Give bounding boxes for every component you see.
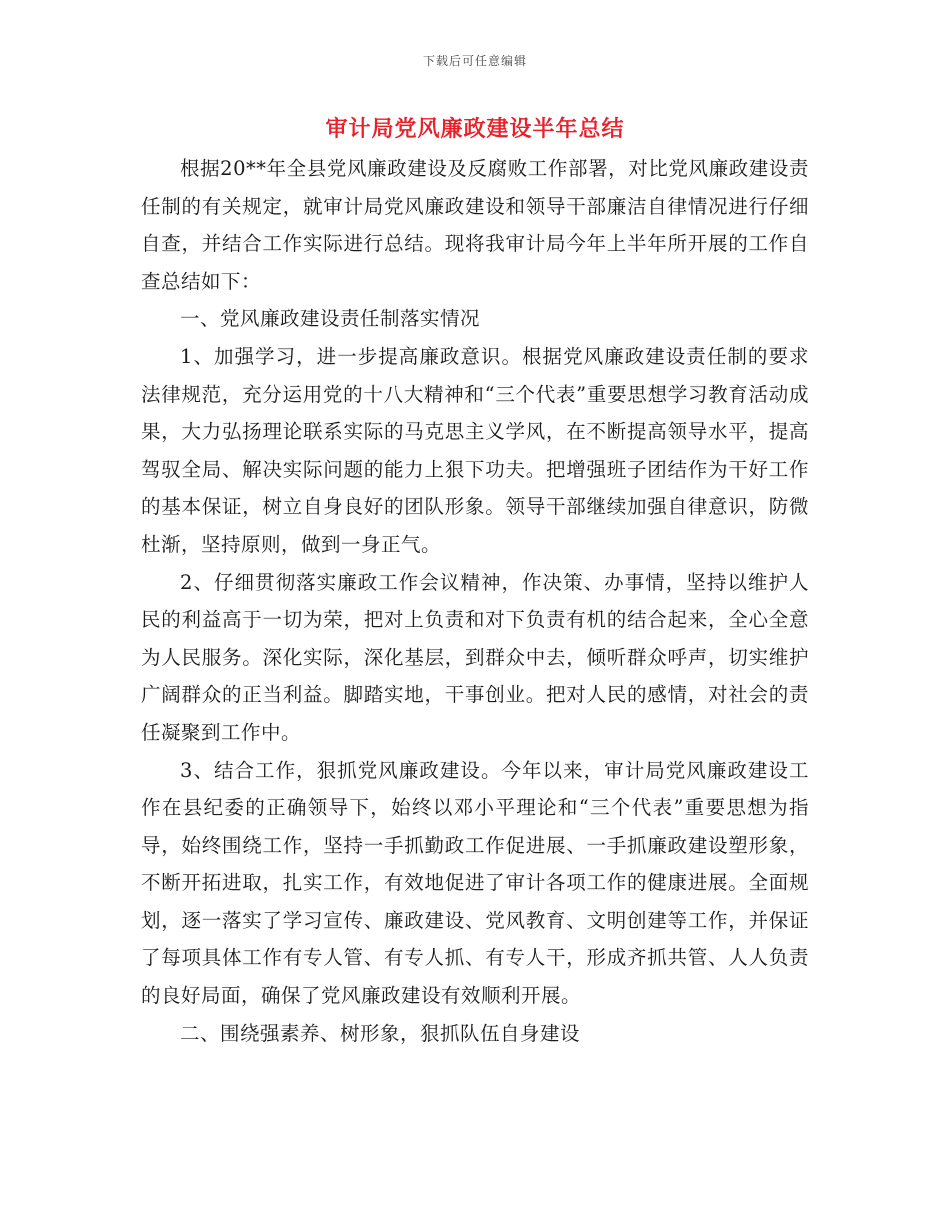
paragraph-intro: 根据20**年全县党风廉政建设及反腐败工作部署，对比党风廉政建设责任制的有关规定，就审计局党风廉政建设和领导干部廉洁自律情况进行仔细自查，并结合工作实际进行总结。现将我审计局今年上半年所开展的工作自查总结如下： <box>141 157 809 293</box>
document-title: 审计局党风廉政建设半年总结 <box>325 116 625 142</box>
document-body <box>141 150 809 1052</box>
paragraph-item-3: 3、结合工作，狠抓党风廉政建设。今年以来，审计局党风廉政建设工作在县纪委的正确领导下，始终以邓小平理论和“三个代表”重要思想为指导，始终围绕工作，坚持一手抓勤政工作促进展、一手抓廉政建设塑形象，不断开拓进取，扎实工作，有效地促进了审计各项工作的健康进展。全面规划，逐一落实了学习宣传、廉政建设、党风教育、文明创建等工作，并保证了每项具体工作有专人管、有专人抓、有专人干，形成齐抓共管、人人负责的良好局面，确保了党风廉政建设有效顺利开展。 <box>141 758 809 1008</box>
header-note: 下载后可任意编辑 <box>422 54 527 68</box>
section-heading-1: 一、党风廉政建设责任制落实情况 <box>180 307 481 331</box>
paragraph-item-2: 2、仔细贯彻落实廉政工作会议精神，作决策、办事情，坚持以维护人民的利益高于一切为荣，把对上负责和对下负责有机的结合起来，全心全意为人民服务。深化实际，深化基层，到群众中去，倾听群众呼声，切实维护广阔群众的正当利益。脚踏实地，干事创业。把对人民的感情，对社会的责任凝聚到工作中。 <box>141 570 809 744</box>
paragraph-item-1: 1、加强学习，进一步提高廉政意识。根据党风廉政建设责任制的要求法律规范，充分运用党的十八大精神和“三个代表”重要思想学习教育活动成果，大力弘扬理论联系实际的马克思主义学风，在不断提高领导水平，提高驾驭全局、解决实际问题的能力上狠下功夫。把增强班子团结作为干好工作的基本保证，树立自身良好的团队形象。领导干部继续加强自律意识，防微杜渐，坚持原则，做到一身正气。 <box>141 344 809 556</box>
section-heading-2: 二、围绕强素养、树形象，狠抓队伍自身建设 <box>180 1021 581 1045</box>
